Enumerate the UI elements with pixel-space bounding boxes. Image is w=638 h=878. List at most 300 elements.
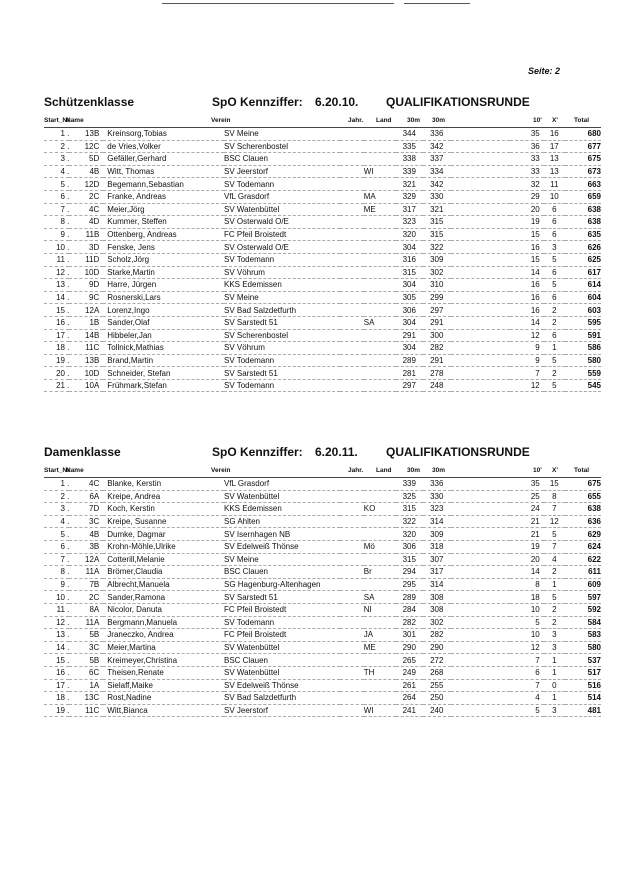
cell-ten: 7 <box>510 654 544 667</box>
cell-x: 6 <box>544 228 565 241</box>
table-row <box>44 679 601 692</box>
cell-s2: 342 <box>423 140 451 153</box>
cell-land <box>364 354 396 367</box>
cell-start: 13B <box>69 354 103 367</box>
table-row <box>44 291 601 304</box>
cell-rank: 18 . <box>44 692 69 705</box>
cell-land <box>364 228 396 241</box>
cell-verein: SV Osterwald O/E <box>224 216 340 229</box>
cell-start: 11D <box>69 253 103 266</box>
cell-x: 6 <box>544 329 565 342</box>
cell-ten: 5 <box>510 704 544 717</box>
cell-jahr <box>340 304 363 317</box>
cell-rank: 16 . <box>44 666 69 679</box>
cell-name: Blanke, Kerstin <box>103 478 224 490</box>
class-name: Schützenklasse <box>44 95 135 109</box>
cell-jahr <box>340 603 363 616</box>
cell-jahr <box>340 654 363 667</box>
column-header-ten: 10' <box>533 117 542 124</box>
cell-verein: VfL Grasdorf <box>224 478 340 490</box>
cell-verein: SV Todemann <box>224 354 340 367</box>
cell-total: 481 <box>565 704 601 717</box>
table-row <box>44 578 601 591</box>
cell-x: 5 <box>544 591 565 604</box>
cell-spacer <box>451 329 510 342</box>
cell-verein: SV Scherenbostel <box>224 329 340 342</box>
cell-land <box>364 153 396 166</box>
cell-spacer <box>451 190 510 203</box>
cell-start: 5D <box>69 153 103 166</box>
cell-s1: 297 <box>396 379 424 392</box>
column-header-name: Name <box>66 117 84 124</box>
cell-land <box>364 140 396 153</box>
cell-spacer <box>451 566 510 579</box>
cell-x: 5 <box>544 279 565 292</box>
cell-ten: 9 <box>510 342 544 355</box>
cell-s1: 335 <box>396 140 424 153</box>
cell-s2: 318 <box>423 540 451 553</box>
cell-s2: 310 <box>423 279 451 292</box>
table-row <box>44 553 601 566</box>
cell-total: 592 <box>565 603 601 616</box>
table-row <box>44 367 601 380</box>
cell-jahr <box>340 692 363 705</box>
cell-s1: 321 <box>396 178 424 191</box>
cell-verein: SV Osterwald O/E <box>224 241 340 254</box>
cell-spacer <box>451 515 510 528</box>
cell-total: 559 <box>565 367 601 380</box>
cell-jahr <box>340 216 363 229</box>
cell-jahr <box>340 503 363 516</box>
cell-spacer <box>451 228 510 241</box>
cell-rank: 8 . <box>44 566 69 579</box>
cell-spacer <box>451 354 510 367</box>
cell-name: Sander,Olaf <box>103 316 224 329</box>
cell-verein: FC Pfeil Broistedt <box>224 603 340 616</box>
cell-verein: SV Vöhrum <box>224 266 340 279</box>
column-header-total: Total <box>574 117 590 124</box>
cell-start: 12A <box>69 553 103 566</box>
cell-spacer <box>451 654 510 667</box>
cell-start: 7B <box>69 578 103 591</box>
cell-total: 609 <box>565 578 601 591</box>
kennziffer-value: 6.20.11. <box>315 445 358 459</box>
cell-total: 614 <box>565 279 601 292</box>
cell-land <box>364 616 396 629</box>
cell-start: 11C <box>69 704 103 717</box>
cell-total: 597 <box>565 591 601 604</box>
cell-rank: 4 . <box>44 515 69 528</box>
cell-jahr <box>340 616 363 629</box>
cell-total: 626 <box>565 241 601 254</box>
cell-start: 10D <box>69 266 103 279</box>
cell-verein: KKS Edemissen <box>224 279 340 292</box>
column-header-s2: 30m <box>432 467 446 474</box>
cell-s2: 309 <box>423 253 451 266</box>
cell-verein: SV Jeerstorf <box>224 704 340 717</box>
cell-total: 675 <box>565 153 601 166</box>
cell-spacer <box>451 379 510 392</box>
cell-name: Theisen,Renate <box>103 666 224 679</box>
cell-spacer <box>451 540 510 553</box>
cell-verein: SV Meine <box>224 553 340 566</box>
cell-ten: 16 <box>510 304 544 317</box>
cell-start: 4D <box>69 216 103 229</box>
cell-s2: 336 <box>423 478 451 490</box>
cell-start: 4C <box>69 203 103 216</box>
cell-verein: SG Ahlten <box>224 515 340 528</box>
cell-start: 4B <box>69 528 103 541</box>
cell-verein: SV Jeerstorf <box>224 165 340 178</box>
cell-start: 1A <box>69 679 103 692</box>
cell-spacer <box>451 666 510 679</box>
cell-jahr <box>340 165 363 178</box>
cell-verein: SV Meine <box>224 128 340 140</box>
cell-s2: 308 <box>423 603 451 616</box>
cell-jahr <box>340 666 363 679</box>
table-row <box>44 379 601 392</box>
cell-x: 8 <box>544 490 565 503</box>
cell-s1: 305 <box>396 291 424 304</box>
cell-s2: 314 <box>423 515 451 528</box>
cell-start: 4B <box>69 165 103 178</box>
cell-s1: 316 <box>396 253 424 266</box>
cell-jahr <box>340 629 363 642</box>
cell-start: 12A <box>69 304 103 317</box>
cell-spacer <box>451 316 510 329</box>
cell-s2: 302 <box>423 616 451 629</box>
cell-total: 617 <box>565 266 601 279</box>
cell-s1: 315 <box>396 553 424 566</box>
cell-rank: 10 . <box>44 591 69 604</box>
table-row <box>44 241 601 254</box>
table-row <box>44 490 601 503</box>
cell-s1: 344 <box>396 128 424 140</box>
cell-s1: 325 <box>396 490 424 503</box>
cell-ten: 16 <box>510 291 544 304</box>
cell-s1: 290 <box>396 641 424 654</box>
cell-s1: 289 <box>396 354 424 367</box>
cell-spacer <box>451 266 510 279</box>
cell-x: 13 <box>544 153 565 166</box>
cell-verein: SG Hagenburg-Altenhagen <box>224 578 340 591</box>
table-row <box>44 478 601 490</box>
cell-s2: 297 <box>423 304 451 317</box>
cell-s1: 339 <box>396 165 424 178</box>
cell-total: 638 <box>565 216 601 229</box>
cell-rank: 9 . <box>44 578 69 591</box>
cell-spacer <box>451 304 510 317</box>
cell-x: 2 <box>544 566 565 579</box>
table-row <box>44 253 601 266</box>
cell-s1: 249 <box>396 666 424 679</box>
cell-spacer <box>451 578 510 591</box>
cell-ten: 14 <box>510 266 544 279</box>
cell-spacer <box>451 591 510 604</box>
cell-rank: 5 . <box>44 178 69 191</box>
cell-s2: 278 <box>423 367 451 380</box>
cell-verein: SV Edelweiß Thönse <box>224 540 340 553</box>
cell-s1: 281 <box>396 367 424 380</box>
cell-ten: 19 <box>510 540 544 553</box>
cell-rank: 17 . <box>44 679 69 692</box>
cell-verein: SV Todemann <box>224 178 340 191</box>
cell-x: 3 <box>544 629 565 642</box>
cell-s1: 304 <box>396 342 424 355</box>
cell-s2: 342 <box>423 178 451 191</box>
cell-rank: 2 . <box>44 140 69 153</box>
cell-x: 5 <box>544 253 565 266</box>
cell-ten: 35 <box>510 478 544 490</box>
cell-jahr <box>340 478 363 490</box>
cell-land: Br <box>364 566 396 579</box>
cell-jahr <box>340 128 363 140</box>
cell-jahr <box>340 291 363 304</box>
cell-start: 1B <box>69 316 103 329</box>
cell-start: 6A <box>69 490 103 503</box>
cell-ten: 15 <box>510 228 544 241</box>
cell-start: 4C <box>69 478 103 490</box>
cell-verein: SV Sarstedt 51 <box>224 591 340 604</box>
cell-land <box>364 304 396 317</box>
cell-verein: SV Sarstedt 51 <box>224 367 340 380</box>
cell-verein: FC Pfeil Broistedt <box>224 629 340 642</box>
cell-rank: 18 . <box>44 342 69 355</box>
cell-name: Meier,Martina <box>103 641 224 654</box>
column-header-s2: 30m <box>432 117 446 124</box>
cell-jahr <box>340 316 363 329</box>
cell-total: 537 <box>565 654 601 667</box>
cell-s2: 314 <box>423 578 451 591</box>
cell-start: 12D <box>69 178 103 191</box>
cell-x: 6 <box>544 291 565 304</box>
cell-spacer <box>451 704 510 717</box>
cell-s1: 315 <box>396 503 424 516</box>
cell-spacer <box>451 241 510 254</box>
column-header-ten: 10' <box>533 467 542 474</box>
cell-s2: 282 <box>423 342 451 355</box>
table-row <box>44 603 601 616</box>
cell-start: 11C <box>69 342 103 355</box>
cell-jahr <box>340 566 363 579</box>
cell-land: KO <box>364 503 396 516</box>
cell-name: Rosnerski,Lars <box>103 291 224 304</box>
cell-ten: 20 <box>510 203 544 216</box>
cell-total: 636 <box>565 515 601 528</box>
cell-start: 7D <box>69 503 103 516</box>
cell-total: 675 <box>565 478 601 490</box>
cell-verein: SV Edelweiß Thönse <box>224 679 340 692</box>
cell-land <box>364 128 396 140</box>
cell-ten: 5 <box>510 616 544 629</box>
cell-x: 1 <box>544 692 565 705</box>
table-row <box>44 666 601 679</box>
cell-name: Brömer,Claudia <box>103 566 224 579</box>
cell-s2: 299 <box>423 291 451 304</box>
cell-name: Kreinsorg,Tobias <box>103 128 224 140</box>
cell-rank: 1 . <box>44 128 69 140</box>
cell-name: Harre, Jürgen <box>103 279 224 292</box>
cell-name: Rost,Nadine <box>103 692 224 705</box>
cell-s2: 302 <box>423 266 451 279</box>
cell-jahr <box>340 266 363 279</box>
cell-jahr <box>340 591 363 604</box>
cell-start: 3C <box>69 641 103 654</box>
cell-verein: SV Todemann <box>224 253 340 266</box>
cell-s1: 301 <box>396 629 424 642</box>
cell-x: 6 <box>544 266 565 279</box>
cell-rank: 3 . <box>44 153 69 166</box>
table-row <box>44 566 601 579</box>
cell-rank: 7 . <box>44 203 69 216</box>
cell-land: ME <box>364 641 396 654</box>
cell-spacer <box>451 178 510 191</box>
cell-spacer <box>451 216 510 229</box>
cell-total: 545 <box>565 379 601 392</box>
cell-ten: 4 <box>510 692 544 705</box>
cell-spacer <box>451 629 510 642</box>
cell-total: 514 <box>565 692 601 705</box>
cell-name: Sielaff,Maike <box>103 679 224 692</box>
cell-land <box>364 654 396 667</box>
cell-name: Kreimeyer,Christina <box>103 654 224 667</box>
cell-start: 14B <box>69 329 103 342</box>
cell-jahr <box>340 515 363 528</box>
cell-land <box>364 329 396 342</box>
table-row <box>44 190 601 203</box>
cell-jahr <box>340 553 363 566</box>
cell-land: WI <box>364 704 396 717</box>
top-rule-right <box>404 3 470 4</box>
cell-start: 2C <box>69 190 103 203</box>
cell-spacer <box>451 165 510 178</box>
cell-ten: 18 <box>510 591 544 604</box>
cell-verein: SV Todemann <box>224 616 340 629</box>
cell-ten: 20 <box>510 553 544 566</box>
cell-x: 5 <box>544 528 565 541</box>
cell-jahr <box>340 342 363 355</box>
cell-land <box>364 291 396 304</box>
cell-rank: 4 . <box>44 165 69 178</box>
cell-start: 3C <box>69 515 103 528</box>
table-row <box>44 616 601 629</box>
cell-land <box>364 553 396 566</box>
cell-name: Gefäller,Gerhard <box>103 153 224 166</box>
cell-name: Lorenz,Ingo <box>103 304 224 317</box>
column-header-s1: 30m <box>407 117 421 124</box>
cell-s2: 240 <box>423 704 451 717</box>
cell-rank: 13 . <box>44 279 69 292</box>
cell-land: Mö <box>364 540 396 553</box>
column-header-jahr: Jahr. <box>348 467 364 474</box>
cell-ten: 24 <box>510 503 544 516</box>
column-header-verein: Verein <box>211 467 231 474</box>
table-row <box>44 178 601 191</box>
cell-s1: 320 <box>396 228 424 241</box>
cell-name: Cotterill,Melanie <box>103 553 224 566</box>
cell-total: 677 <box>565 140 601 153</box>
table-row <box>44 329 601 342</box>
cell-s2: 334 <box>423 165 451 178</box>
cell-verein: FC Pfeil Broistedt <box>224 228 340 241</box>
cell-start: 11A <box>69 616 103 629</box>
cell-rank: 17 . <box>44 329 69 342</box>
cell-start: 5B <box>69 654 103 667</box>
cell-ten: 10 <box>510 629 544 642</box>
cell-total: 638 <box>565 203 601 216</box>
cell-verein: SV Bad Salzdetfurth <box>224 692 340 705</box>
table-row <box>44 153 601 166</box>
cell-total: 663 <box>565 178 601 191</box>
cell-x: 0 <box>544 679 565 692</box>
cell-spacer <box>451 140 510 153</box>
cell-rank: 6 . <box>44 540 69 553</box>
cell-verein: BSC Clauen <box>224 566 340 579</box>
cell-verein: SV Watenbüttel <box>224 490 340 503</box>
cell-s1: 295 <box>396 578 424 591</box>
cell-verein: SV Scherenbostel <box>224 140 340 153</box>
cell-jahr <box>340 178 363 191</box>
cell-rank: 1 . <box>44 478 69 490</box>
cell-land: SA <box>364 591 396 604</box>
cell-spacer <box>451 128 510 140</box>
table-row <box>44 528 601 541</box>
cell-x: 6 <box>544 203 565 216</box>
cell-total: 580 <box>565 354 601 367</box>
cell-spacer <box>451 490 510 503</box>
cell-ten: 12 <box>510 329 544 342</box>
cell-total: 625 <box>565 253 601 266</box>
results-table <box>44 128 601 392</box>
cell-s2: 336 <box>423 128 451 140</box>
top-rule-left <box>162 3 394 4</box>
cell-s2: 322 <box>423 241 451 254</box>
cell-total: 586 <box>565 342 601 355</box>
cell-x: 11 <box>544 178 565 191</box>
table-row <box>44 342 601 355</box>
cell-ten: 35 <box>510 128 544 140</box>
cell-name: Dumke, Dagmar <box>103 528 224 541</box>
cell-land <box>364 692 396 705</box>
cell-s2: 321 <box>423 203 451 216</box>
cell-jahr <box>340 153 363 166</box>
cell-name: Nicolor, Danuta <box>103 603 224 616</box>
cell-jahr <box>340 241 363 254</box>
cell-name: Albrecht,Manuela <box>103 578 224 591</box>
cell-total: 622 <box>565 553 601 566</box>
cell-name: Kreipe, Susanne <box>103 515 224 528</box>
cell-rank: 14 . <box>44 291 69 304</box>
cell-total: 655 <box>565 490 601 503</box>
cell-rank: 2 . <box>44 490 69 503</box>
column-header-start_nr: Start_Nr <box>44 467 70 474</box>
cell-s2: 323 <box>423 503 451 516</box>
cell-start: 2C <box>69 591 103 604</box>
cell-x: 4 <box>544 553 565 566</box>
cell-s2: 291 <box>423 354 451 367</box>
cell-x: 2 <box>544 304 565 317</box>
cell-total: 591 <box>565 329 601 342</box>
cell-s2: 315 <box>423 228 451 241</box>
cell-name: Kummer, Steffen <box>103 216 224 229</box>
cell-ten: 21 <box>510 515 544 528</box>
cell-jahr <box>340 228 363 241</box>
cell-spacer <box>451 616 510 629</box>
cell-verein: KKS Edemissen <box>224 503 340 516</box>
cell-ten: 7 <box>510 679 544 692</box>
page-number: Seite: 2 <box>528 66 561 76</box>
cell-name: Ottenberg, Andreas <box>103 228 224 241</box>
